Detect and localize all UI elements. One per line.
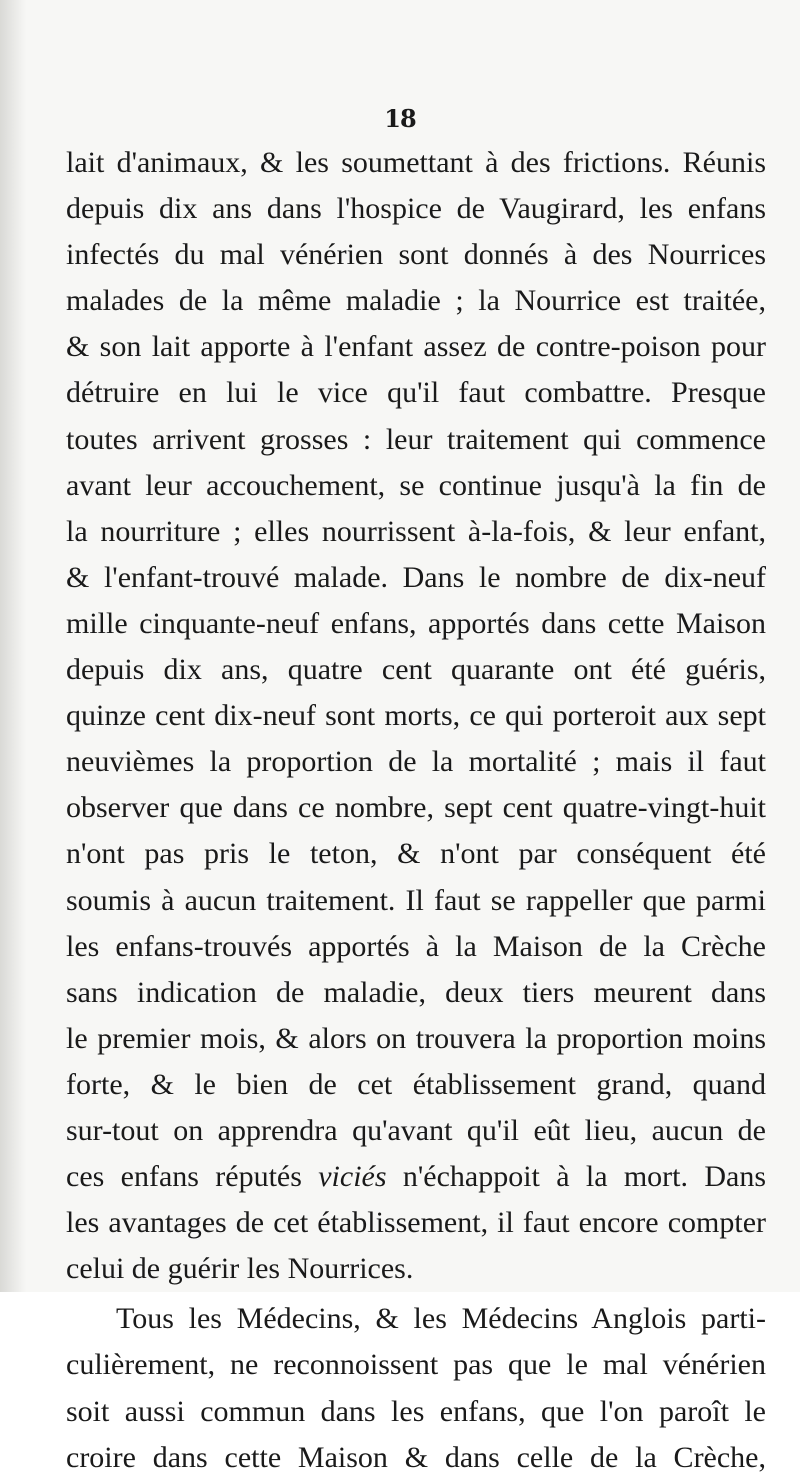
text-line: celui de guérir les Nourrices. <box>66 1252 414 1286</box>
body-text <box>66 140 766 1481</box>
text-line: & l'enfant-trouvé malade. Dans le nombre de dix-neuf <box>66 560 766 594</box>
text-line: la nourriture ; elles nourrissent à-la-fois, & leur enfant, <box>66 514 766 548</box>
text-line: mille cinquante-neuf enfans, apportés dans cette Maison <box>66 606 766 640</box>
text-line: soit aussi commun dans les enfans, que l'on paroît le <box>66 1394 766 1428</box>
text-line: depuis dix ans, quatre cent quarante ont été guéris, <box>66 653 766 687</box>
text-line: les enfans-trouvés apportés à la Maison de la Crèche <box>66 929 766 963</box>
line-segment: ces enfans réputés <box>66 1160 319 1194</box>
text-line: infectés du mal vénérien sont donnés à des Nourrices <box>66 238 766 272</box>
text-line: sans indication de maladie, deux tiers meurent dans <box>66 975 766 1009</box>
text-line: depuis dix ans dans l'hospice de Vaugirard, les enfans <box>66 192 766 226</box>
text-line: neuvièmes la proportion de la mortalité ; mais il faut <box>66 745 766 779</box>
page-gutter-shadow <box>0 0 26 1292</box>
text-line: détruire en lui le vice qu'il faut combattre. Presque <box>66 376 766 410</box>
text-line-with-italic <box>66 1154 766 1200</box>
text-line: observer que dans ce nombre, sept cent quatre-vingt-huit <box>66 791 766 825</box>
text-line: forte, & le bien de cet établissement grand, quand <box>66 1067 766 1101</box>
text-line: le premier mois, & alors on trouvera la proportion moins <box>66 1021 766 1055</box>
text-line: toutes arrivent grosses : leur traitement qui commence <box>66 422 766 456</box>
text-line: malades de la même maladie ; la Nourrice est traitée, <box>66 284 766 318</box>
text-line: lait d'animaux, & les soumettant à des frictions. Réunis <box>66 146 766 179</box>
text-line: & son lait apporte à l'enfant assez de contre-poison pour <box>66 330 766 364</box>
text-line: Tous les Médecins, & les Médecins Anglois parti- <box>116 1302 766 1336</box>
text-line: avant leur accouchement, se continue jusqu'à la fin de <box>66 468 766 502</box>
text-line: les avantages de cet établissement, il faut encore compter <box>66 1206 766 1240</box>
page-number: 18 <box>384 104 416 133</box>
text-line: n'ont pas pris le teton, & n'ont par conséquent été <box>66 837 766 871</box>
line-segment: n'échappoit à la mort. Dans <box>386 1160 766 1194</box>
text-line: sur-tout on apprendra qu'avant qu'il eût lieu, aucun de <box>66 1113 766 1147</box>
text-line: soumis à aucun traitement. Il faut se rappeller que parmi <box>66 883 766 917</box>
italic-word: viciés <box>318 1160 387 1194</box>
text-line: quinze cent dix-neuf sont morts, ce qui porteroit aux sept <box>66 699 766 733</box>
text-line: croire dans cette Maison & dans celle de la Crèche, <box>66 1440 766 1474</box>
text-line: culièrement, ne reconnoissent pas que le mal vénérien <box>66 1348 766 1382</box>
